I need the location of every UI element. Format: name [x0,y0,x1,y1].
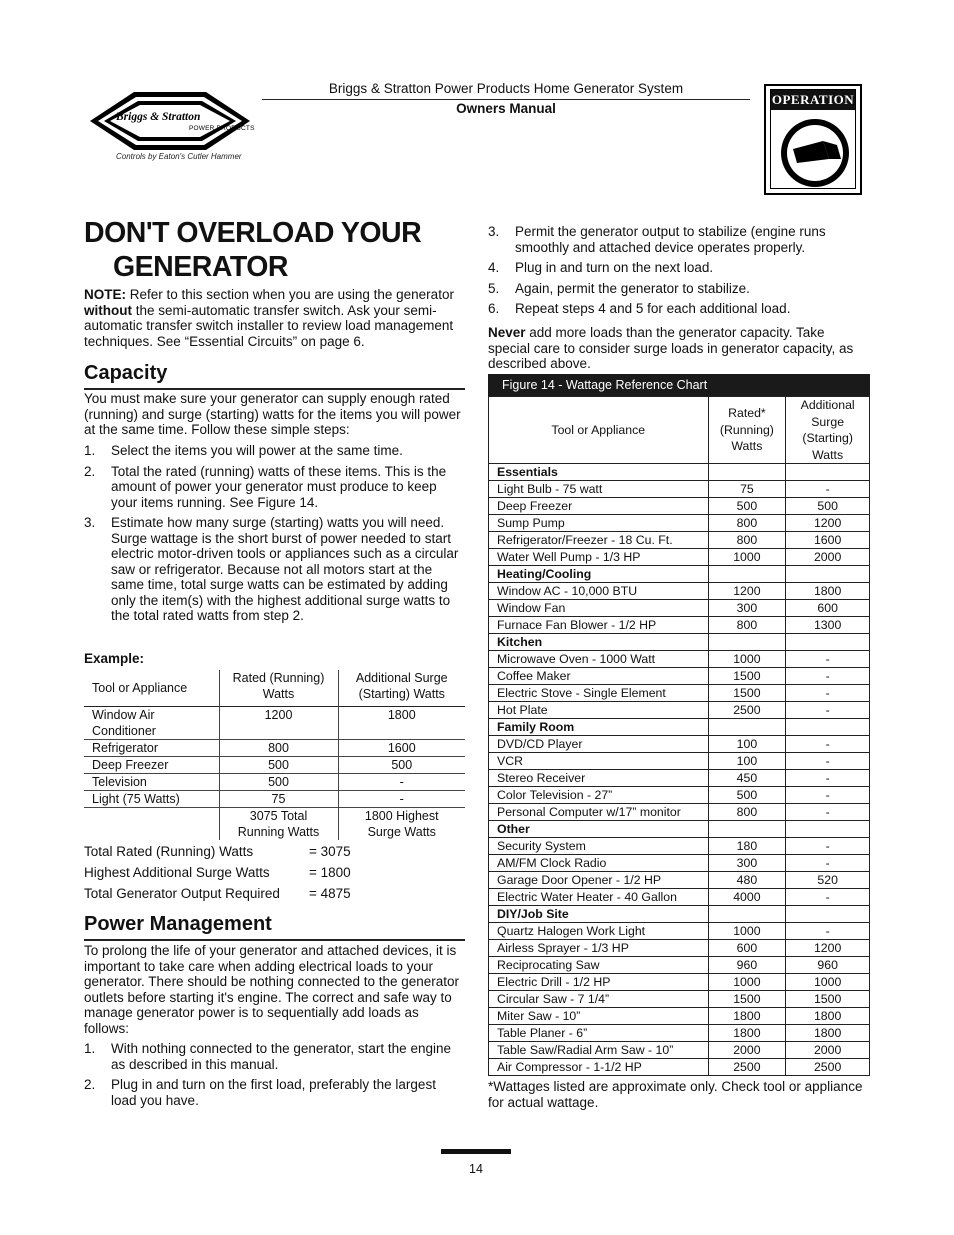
wattage-chart-table [488,396,870,1076]
title-line1: DON'T OVERLOAD YOUR [84,217,422,249]
cell-item: Electric Drill - 1/2 HP [489,974,709,991]
table-row [489,838,870,855]
cell-surge: - [786,481,870,498]
cell-item: Garage Door Opener - 1/2 HP [489,872,709,889]
cell-rated: 1000 [708,974,786,991]
wattage-footnote: *Wattages listed are approximate only. Check tool or appliance for actual wattage. [488,1079,863,1110]
cell-rated: 1500 [708,685,786,702]
capacity-rule [84,388,465,390]
cell-surge: - [786,838,870,855]
table-row [489,770,870,787]
note-paragraph [84,287,464,349]
cell-surge: - [786,668,870,685]
totals-row: Total Generator Output Required = 4875 [84,886,351,901]
table-row [489,974,870,991]
note-bold: without [84,302,132,318]
table-row: Tool or Appliance Rated (Running) Watts Additional Surge (Starting) Watts [84,670,465,706]
cell-surge: - [786,651,870,668]
cell-item: Water Well Pump - 1/3 HP [489,549,709,566]
table-row [489,583,870,600]
category-label: Other [489,821,709,838]
totals-row: Total Rated (Running) Watts = 3075 [84,844,351,859]
never-paragraph: Never add more loads than the generator capacity. Take special care to consider surge loads in generator capacity, as described above. [488,325,854,371]
category-label: DIY/Job Site [489,906,709,923]
category-label: Heating/Cooling [489,566,709,583]
cell-rated: 180 [708,838,786,855]
table-row [489,617,870,634]
cell-rated: 100 [708,736,786,753]
cell-surge: 1800 [786,1025,870,1042]
cell-surge: 1000 [786,974,870,991]
example-label: Example: [84,651,145,666]
category-row [489,719,870,736]
table-row [489,804,870,821]
operation-tab-label: OPERATION [771,90,855,110]
cell-item: Sump Pump [489,515,709,532]
table-row: Window Air Conditioner 1200 1800 [84,706,465,739]
cell-rated: 300 [708,855,786,872]
cell-item: Circular Saw - 7 1/4” [489,991,709,1008]
table-row: Television 500 - [84,773,465,790]
operation-tab-frame [770,89,856,189]
cell-surge: - [786,736,870,753]
cell-rated: 1500 [708,668,786,685]
table-row [84,807,465,840]
table-row [489,889,870,906]
cell-rated: 1200 [708,583,786,600]
page-number: 14 [469,1162,483,1176]
logo-sub: POWER PRODUCTS [189,125,255,132]
cell-surge: - [786,889,870,906]
note-text-1: Refer to this section when you are using the generator [126,287,454,302]
cell-surge: 500 [786,498,870,515]
cell-surge: 1500 [786,991,870,1008]
table-row [489,600,870,617]
cell-surge: - [786,923,870,940]
cell-surge: - [786,685,870,702]
cell-surge: - [786,855,870,872]
category-label: Essentials [489,464,709,481]
cell-item: Window Fan [489,600,709,617]
cell-surge: 2000 [786,1042,870,1059]
cell-rated: 1800 [708,1008,786,1025]
cell-surge: 1200 [786,940,870,957]
table-row [489,668,870,685]
cell-item: Furnace Fan Blower - 1/2 HP [489,617,709,634]
capacity-heading: Capacity [84,362,168,384]
cell-item: Miter Saw - 10” [489,1008,709,1025]
cell-item: Color Television - 27” [489,787,709,804]
category-row [489,634,870,651]
cell-rated: 500 [708,498,786,515]
cell-rated: 2500 [708,702,786,719]
cell-item: Security System [489,838,709,855]
table-row [489,549,870,566]
cell-surge: - [786,787,870,804]
category-label: Family Room [489,719,709,736]
col-header-item: Tool or Appliance [489,397,709,464]
list-item: 2. Plug in and turn on the first load, preferably the largest load you have. [84,1077,436,1108]
list-item: 1. Select the items you will power at the same time. [84,443,403,458]
cell-surge: 1300 [786,617,870,634]
table-row [489,498,870,515]
capacity-intro: You must make sure your generator can supply enough rated (running) and surge (starting) watts for the items you will power at the same time. Follow these simple steps: [84,391,461,437]
header-rule [262,99,750,100]
cell-rated: 1000 [708,923,786,940]
cell-item: Air Compressor - 1-1/2 HP [489,1059,709,1076]
cell-item: Hot Plate [489,702,709,719]
cell-surge: - [786,770,870,787]
table-row [489,872,870,889]
cell-item: Refrigerator/Freezer - 18 Cu. Ft. [489,532,709,549]
example-total-rated: 3075 Total Running Watts [219,807,338,840]
table-row [489,397,870,464]
power-management-intro: To prolong the life of your generator and attached devices, it is important to take care when adding electrical loads to your generator. There should be nothing connected to the generator outlets before starting it's engine. The correct and safe way to manage generator power is to sequentially add loads as follows: [84,943,460,1036]
cell-surge: 2000 [786,549,870,566]
table-row [489,481,870,498]
cell-surge: 960 [786,957,870,974]
col-header-rated: Rated* (Running) Watts [708,397,786,464]
example-total-surge: 1800 Highest Surge Watts [338,807,465,840]
cell-item: Electric Water Heater - 40 Gallon [489,889,709,906]
cell-item: Reciprocating Saw [489,957,709,974]
table-row [489,532,870,549]
list-item: 3. Estimate how many surge (starting) watts you will need. Surge wattage is the short burst of power needed to start electric motor-driven tools or appliances such as a circular saw or refrigerator. Because not all motors start at the same time, total surge watts can be estimated by adding only the item(s) with the highest additional surge watts to the total rated watts from step 2. [84,515,459,623]
cell-surge: - [786,753,870,770]
table-row [489,991,870,1008]
category-label: Kitchen [489,634,709,651]
cell-surge: 1600 [786,532,870,549]
briggs-stratton-logo [86,88,261,168]
table-row [489,855,870,872]
cell-item: Table Planer - 6” [489,1025,709,1042]
cell-item: Personal Computer w/17” monitor [489,804,709,821]
table-row: Refrigerator 800 1600 [84,739,465,756]
cell-surge: - [786,702,870,719]
category-row [489,906,870,923]
cell-item: Electric Stove - Single Element [489,685,709,702]
cell-rated: 2000 [708,1042,786,1059]
category-row [489,464,870,481]
cell-rated: 4000 [708,889,786,906]
cell-surge: 1800 [786,1008,870,1025]
list-item: 4. Plug in and turn on the next load. [488,260,714,275]
power-management-heading: Power Management [84,913,272,935]
cell-rated: 600 [708,940,786,957]
example-table [84,670,465,840]
cell-rated: 2500 [708,1059,786,1076]
list-item: 2. Total the rated (running) watts of these items. This is the amount of power your generator must produce to keep your items running. See Figure 14. [84,463,447,510]
cell-rated: 480 [708,872,786,889]
cell-surge: - [786,804,870,821]
table-row [489,1059,870,1076]
table-row [489,753,870,770]
table-row [489,787,870,804]
cell-item: Quartz Halogen Work Light [489,923,709,940]
table-row [489,1025,870,1042]
cell-rated: 300 [708,600,786,617]
cell-item: Coffee Maker [489,668,709,685]
cell-rated: 100 [708,753,786,770]
cell-surge: 1800 [786,583,870,600]
col-header-surge: Additional Surge (Starting) Watts [786,397,870,464]
cell-rated: 500 [708,787,786,804]
cell-rated: 450 [708,770,786,787]
cell-rated: 1800 [708,1025,786,1042]
table-row [489,923,870,940]
category-row [489,566,870,583]
cell-rated: 1000 [708,651,786,668]
operation-section-tab [764,84,862,195]
power-management-steps-left [84,1041,462,1113]
note-label: NOTE: [84,287,126,302]
list-item: 3. Permit the generator output to stabilize (engine runs smoothly and attached device operates properly. [488,224,826,255]
cell-rated: 800 [708,804,786,821]
totals-block [84,841,465,904]
table-row: Light (75 Watts) 75 - [84,790,465,807]
logo-brand: Briggs & Stratton [116,111,201,123]
table-row [489,1042,870,1059]
table-row [489,685,870,702]
list-item: 1. With nothing connected to the generator, start the engine as described in this manual. [84,1041,451,1072]
cell-surge: 600 [786,600,870,617]
table-row [489,651,870,668]
table-row [489,957,870,974]
header-line1: Briggs & Stratton Power Products Home Generator System [328,81,684,96]
power-management-steps-right [488,224,860,322]
list-item: 6. Repeat steps 4 and 5 for each additional load. [488,301,791,316]
cell-item: Window AC - 10,000 BTU [489,583,709,600]
cell-rated: 800 [708,532,786,549]
table-row [489,1008,870,1025]
cell-rated: 1500 [708,991,786,1008]
cell-rated: 800 [708,617,786,634]
cell-item: DVD/CD Player [489,736,709,753]
cell-surge: 2500 [786,1059,870,1076]
cell-surge: 1200 [786,515,870,532]
page-title [84,216,464,284]
never-bold: Never [488,325,526,340]
cell-rated: 960 [708,957,786,974]
title-line2: GENERATOR [113,251,288,283]
cell-rated: 75 [708,481,786,498]
table-row [489,940,870,957]
table-row: Deep Freezer 500 500 [84,756,465,773]
footer-bar [441,1149,511,1154]
power-management-rule [84,939,465,941]
cell-rated: 800 [708,515,786,532]
wattage-chart-caption: Figure 14 - Wattage Reference Chart [488,374,870,396]
cell-item: Stereo Receiver [489,770,709,787]
cell-surge: 520 [786,872,870,889]
cell-item: Airless Sprayer - 1/3 HP [489,940,709,957]
table-row [489,736,870,753]
category-row [489,821,870,838]
table-row [489,702,870,719]
header-line2: Owners Manual [456,101,556,116]
table-row [489,515,870,532]
cell-item: AM/FM Clock Radio [489,855,709,872]
totals-row: Highest Additional Surge Watts = 1800 [84,865,351,880]
cell-item: Microwave Oven - 1000 Watt [489,651,709,668]
cell-rated: 1000 [708,549,786,566]
cell-item: VCR [489,753,709,770]
generator-operation-icon [771,111,857,191]
note-text-2: the semi-automatic transfer switch. Ask your semi-automatic transfer switch installer to review load management techniques. See “Essential Circuits” on page 6. [84,302,454,349]
capacity-steps [84,443,462,629]
logo-tagline: Controls by Eaton's Cutler Hammer [116,152,242,161]
cell-item: Light Bulb - 75 watt [489,481,709,498]
cell-item: Table Saw/Radial Arm Saw - 10” [489,1042,709,1059]
list-item: 5. Again, permit the generator to stabilize. [488,280,750,296]
cell-item: Deep Freezer [489,498,709,515]
